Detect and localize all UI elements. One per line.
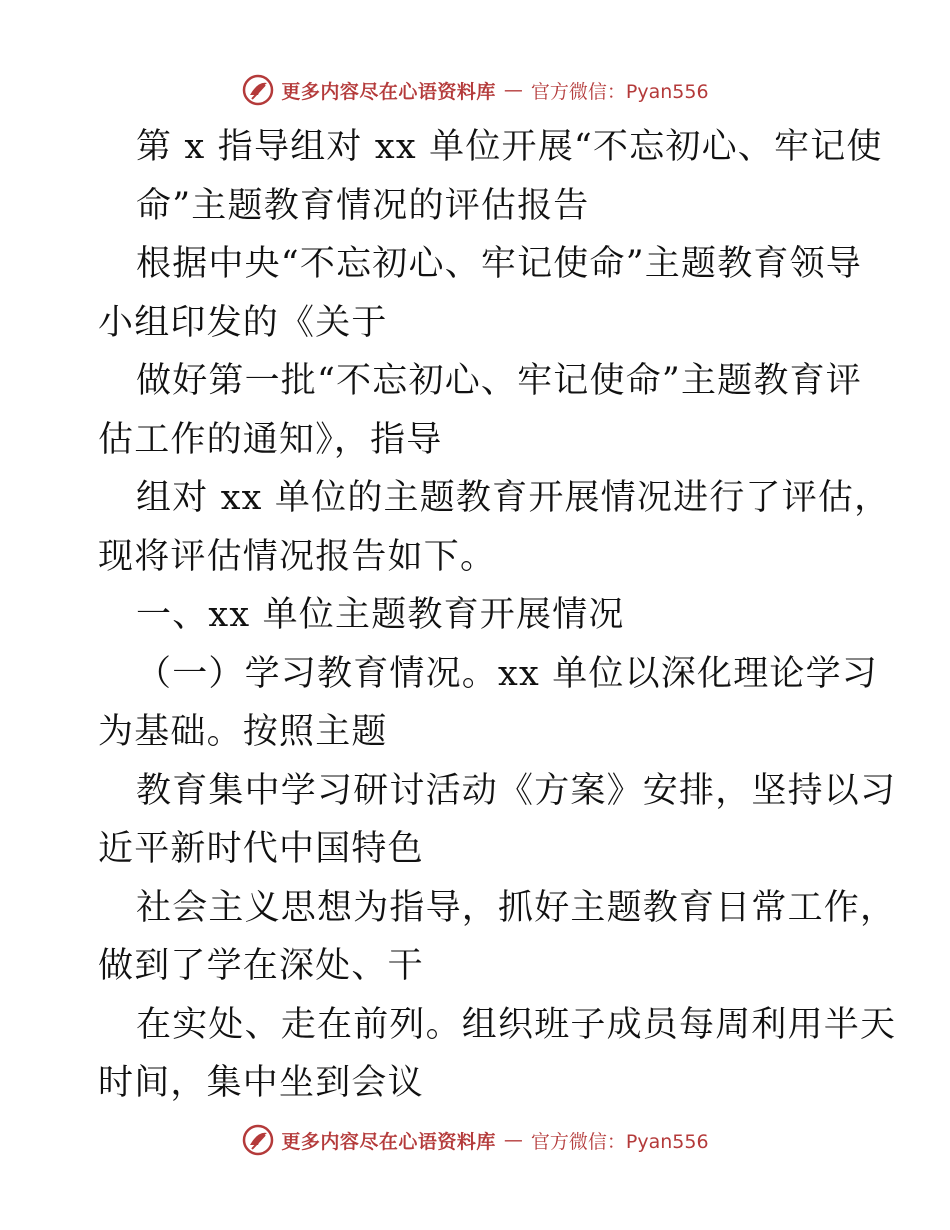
brush-logo-icon (241, 1123, 275, 1157)
text-line: 社会主义思想为指导，抓好主题教育日常工作， (136, 887, 897, 928)
banner-wechat-text: 官方微信：Pyan556 (530, 80, 709, 103)
text-line: 近平新时代中国特色 (98, 829, 424, 869)
text-line: 一、xx 单位主题教育开展情况 (136, 595, 625, 635)
text-line: 命”主题教育情况的评估报告 (136, 185, 590, 226)
text-line: 现将评估情况报告如下。 (98, 536, 497, 577)
text-line: 在实处、走在前列。组织班子成员每周利用半天 (136, 1004, 897, 1045)
text-line: 小组印发的《关于 (98, 302, 388, 343)
header-banner (0, 70, 950, 110)
text-line: 做到了学在深处、干 (98, 946, 424, 986)
banner-dash: — (503, 79, 523, 101)
banner-dash: — (503, 1129, 523, 1151)
text-line: 根据中央“不忘初心、牢记使命”主题教育领导 (136, 244, 862, 284)
text-line: 做好第一批“不忘初心、牢记使命”主题教育评 (136, 361, 862, 401)
text-line: 组对 xx 单位的主题教育开展情况进行了评估， (136, 478, 891, 518)
text-line: 教育集中学习研讨活动《方案》安排，坚持以习 (136, 770, 897, 811)
text-line: 第 x 指导组对 xx 单位开展“不忘初心、牢记使 (136, 127, 883, 167)
banner-main-text: 更多内容尽在心语资料库 (281, 1130, 496, 1153)
text-line: 时间，集中坐到会议 (98, 1063, 424, 1103)
text-line: 为基础。按照主题 (98, 712, 388, 752)
footer-banner (0, 1120, 950, 1160)
document-body (98, 118, 897, 1113)
text-line: （一）学习教育情况。xx 单位以深化理论学习 (136, 653, 879, 694)
brush-logo-icon (241, 73, 275, 107)
text-line: 估工作的通知》，指导 (98, 419, 443, 460)
banner-main-text: 更多内容尽在心语资料库 (281, 80, 496, 103)
banner-wechat-text: 官方微信：Pyan556 (530, 1130, 709, 1153)
